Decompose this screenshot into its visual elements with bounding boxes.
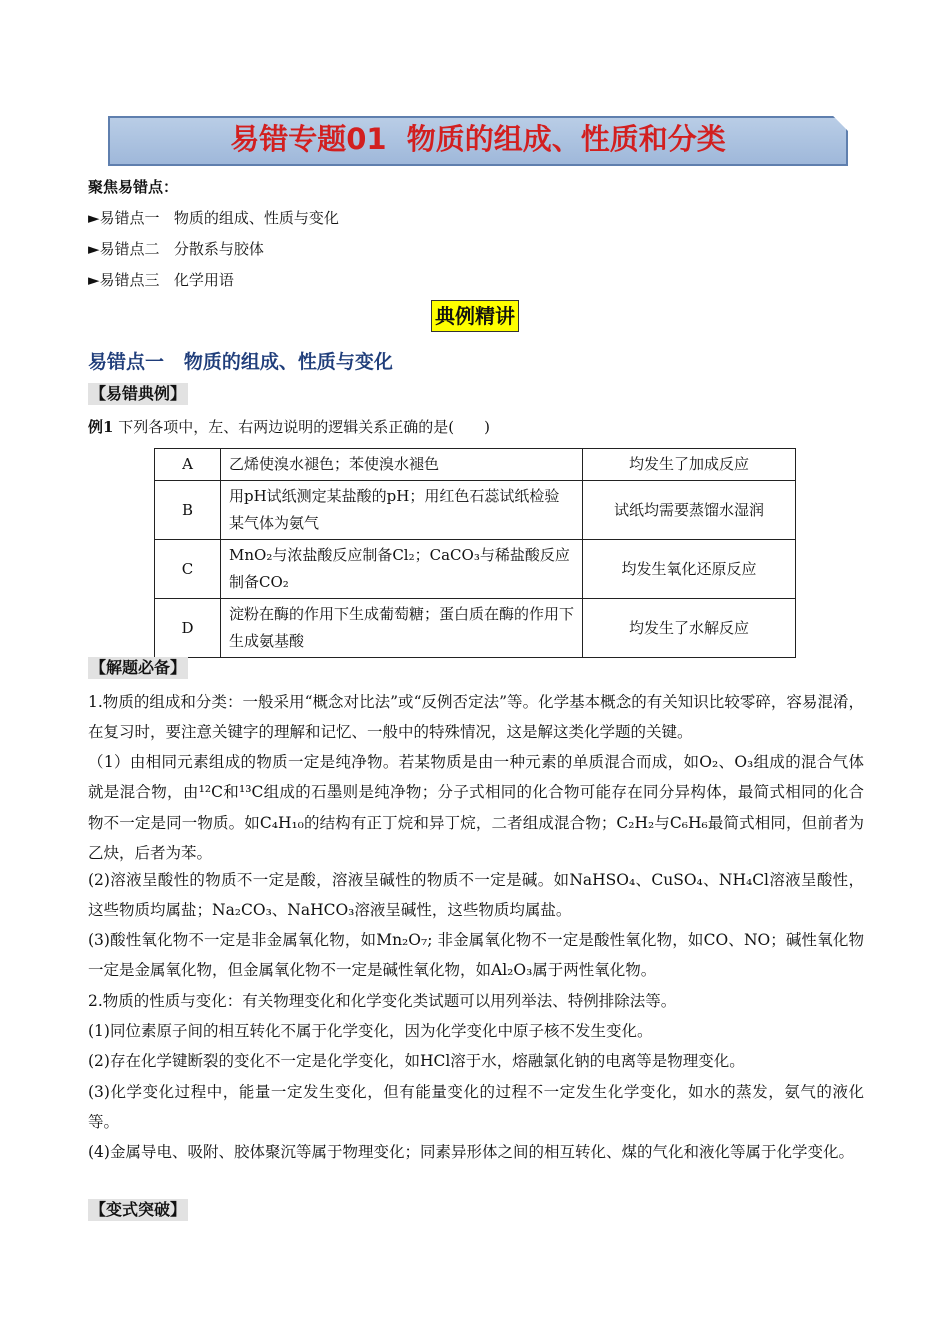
option-right: 均发生了加成反应: [583, 449, 796, 481]
option-left: 用pH试纸测定某盐酸的pH；用红色石蕊试纸检验某气体为氨气: [221, 481, 583, 540]
paragraph-2: （1）由相同元素组成的物质一定是纯净物。若某物质是由一种元素的单质混合而成，如O₂、O₃组成的混合气体就是混合物，由¹²C和¹³C组成的石墨则是纯净物；分子式相同的化合物可能存在同分异构体，最简式相同的化合物不一定是同一物质。如C₄H₁₀的结构有正丁烷和异丁烷，二者组成混合物；C₂H₂与C₆H₆最简式相同，但前者为乙炔，后者为苯。: [88, 753, 864, 862]
focus-title: 聚焦易错点：: [88, 178, 179, 196]
page-title: 易错专题01 物质的组成、性质和分类: [230, 122, 726, 156]
option-right: 试纸均需要蒸馏水湿润: [583, 481, 796, 540]
example-label: 例1: [88, 418, 114, 436]
paragraph-3: (2)溶液呈酸性的物质不一定是酸，溶液呈碱性的物质不一定是碱。如NaHSO₄、CuSO₄、NH₄Cl溶液呈酸性，这些物质均属盐；Na₂CO₃、NaHCO₃溶液呈碱性，这些物质均属盐。: [88, 871, 864, 920]
options-table: [154, 448, 796, 658]
option-left: MnO₂与浓盐酸反应制备Cl₂；CaCO₃与稀盐酸反应制备CO₂: [221, 540, 583, 599]
tag-essential: 【解题必备】: [90, 658, 187, 677]
tag-typical-example: 【易错典例】: [90, 384, 187, 403]
option-left: 淀粉在酶的作用下生成葡萄糖；蛋白质在酶的作用下生成氨基酸: [221, 599, 583, 658]
table-row: [155, 449, 796, 481]
paragraph-1: 1.物质的组成和分类：一般采用“概念对比法”或“反例否定法”等。化学基本概念的有关知识比较零碎，容易混淆，在复习时，要注意关键字的理解和记忆、一般中的特殊情况，这是解这类化学题的关键。: [88, 693, 864, 742]
tag-variant: 【变式突破】: [90, 1200, 187, 1219]
paragraph-5: 2.物质的性质与变化：有关物理变化和化学变化类试题可以用列举法、特例排除法等。: [88, 992, 677, 1010]
paragraph-7: (2)存在化学键断裂的变化不一定是化学变化，如HCl溶于水，熔融氯化钠的电离等是物理变化。: [88, 1052, 745, 1070]
section-badge: 典例精讲: [431, 300, 519, 332]
option-label: D: [155, 599, 221, 658]
table-row: [155, 481, 796, 540]
section-heading: 易错点一 物质的组成、性质与变化: [88, 351, 393, 373]
focus-item-2: ►易错点二 分散系与胶体: [88, 240, 264, 258]
focus-item-1: ►易错点一 物质的组成、性质与变化: [88, 209, 339, 227]
option-label: C: [155, 540, 221, 599]
example-stem: 下列各项中，左、右两边说明的逻辑关系正确的是( ): [118, 418, 490, 436]
focus-item-3: ►易错点三 化学用语: [88, 271, 234, 289]
paragraph-8: (3)化学变化过程中，能量一定发生变化，但有能量变化的过程不一定发生化学变化，如水的蒸发，氨气的液化等。: [88, 1083, 864, 1132]
table-row: [155, 599, 796, 658]
table-row: [155, 540, 796, 599]
badge-wrapper: [0, 300, 950, 332]
paragraph-9: (4)金属导电、吸附、胶体聚沉等属于物理变化；同素异形体之间的相互转化、煤的气化和液化等属于化学变化。: [88, 1143, 854, 1161]
paragraph-4: (3)酸性氧化物不一定是非金属氧化物，如Mn₂O₇; 非金属氧化物不一定是酸性氧化物，如CO、NO；碱性氧化物一定是金属氧化物，但金属氧化物不一定是碱性氧化物，如Al₂O₃属于两性氧化物。: [88, 931, 864, 980]
option-left: 乙烯使溴水褪色；苯使溴水褪色: [221, 449, 583, 481]
example-question: [88, 416, 490, 437]
option-label: B: [155, 481, 221, 540]
option-right: 均发生了水解反应: [583, 599, 796, 658]
option-right: 均发生氧化还原反应: [583, 540, 796, 599]
option-label: A: [155, 449, 221, 481]
paragraph-6: (1)同位素原子间的相互转化不属于化学变化，因为化学变化中原子核不发生变化。: [88, 1022, 653, 1040]
